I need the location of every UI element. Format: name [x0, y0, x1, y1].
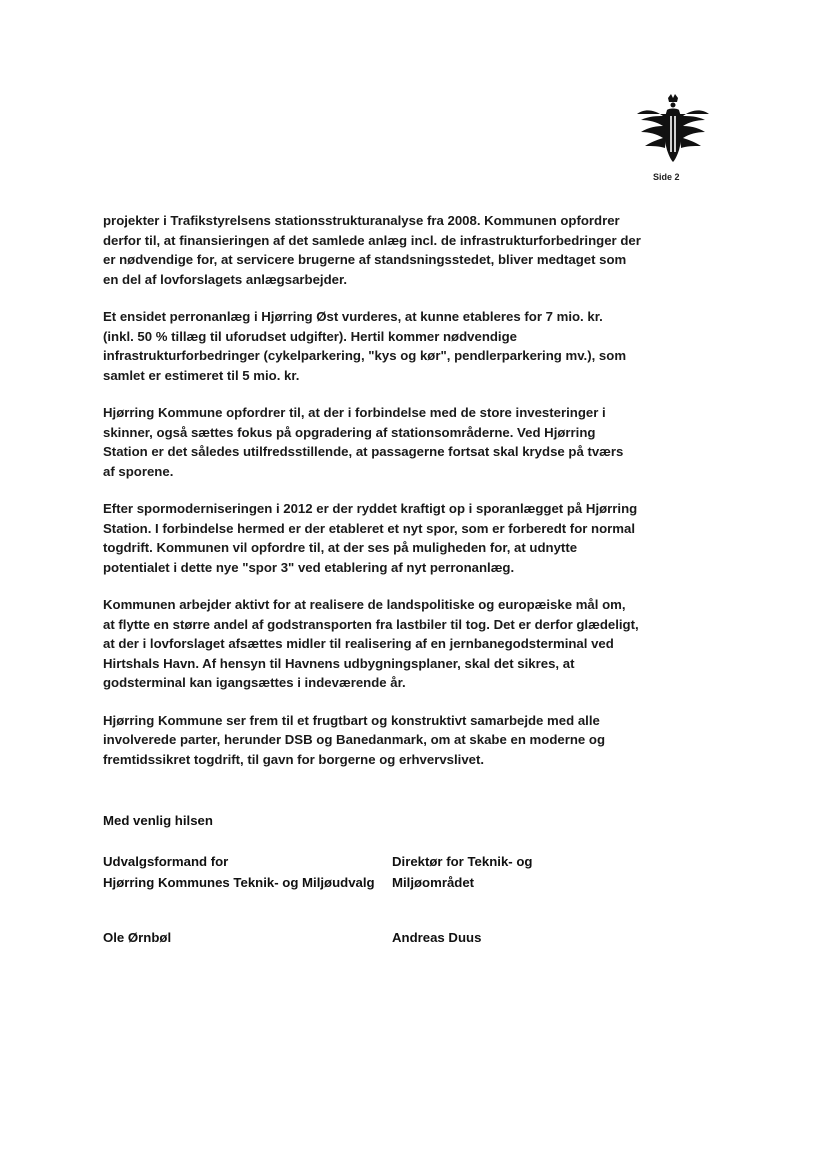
text-line: at flytte en større andel af godstransporten fra lastbiler til tog. Det er derfor glædeligt,	[103, 616, 639, 632]
text-line: Kommunen arbejder aktivt for at realisere de landspolitiske og europæiske mål om,	[103, 597, 626, 612]
text-line: af sporene.	[103, 463, 174, 479]
text-line: involverede parter, herunder DSB og Banedanmark, om at skabe en moderne og	[103, 732, 606, 747]
hjorring-coat-of-arms-icon	[633, 92, 713, 164]
text-line: (inkl. 50 % tillæg til uforudset udgifter). Hertil kommer nødvendige	[103, 328, 517, 344]
text-line: samlet er estimeret til 5 mio. kr.	[103, 367, 300, 383]
text-line: er nødvendige for, at servicere brugerne af standsningsstedet, bliver medtaget som	[103, 252, 627, 267]
signatory-left-name: Ole Ørnbøl	[103, 930, 172, 945]
paragraph	[103, 211, 653, 289]
paragraph	[103, 595, 653, 693]
paragraph	[103, 307, 653, 385]
signatory-title-line: Miljøområdet	[392, 875, 475, 890]
signatory-title-line: Hjørring Kommunes Teknik- og Miljøudvalg	[103, 875, 375, 890]
text-line: infrastrukturforbedringer (cykelparkering, "kys og kør", pendlerparkering mv.), som	[103, 348, 627, 363]
text-line: godsterminal kan igangsættes i indeværende år.	[103, 675, 406, 690]
text-line: fremtidssikret togdrift, til gavn for borgerne og erhvervslivet.	[103, 751, 485, 767]
page-number: Side 2	[653, 172, 680, 182]
signatory-title-line: Udvalgsformand for	[103, 854, 229, 869]
text-line: Hjørring Kommune opfordrer til, at der i forbindelse med de store investeringer i	[103, 405, 606, 420]
signatory-right-name: Andreas Duus	[392, 930, 482, 945]
signatory-left-title	[103, 851, 375, 893]
paragraph	[103, 711, 653, 770]
text-line: Station. I forbindelse hermed er der etableret et nyt spor, som er forberedt for normal	[103, 520, 636, 536]
text-line: en del af lovforslagets anlægsarbejder.	[103, 271, 348, 287]
text-line: Et ensidet perronanlæg i Hjørring Øst vurderes, at kunne etableres for 7 mio. kr.	[103, 309, 603, 324]
paragraph	[103, 403, 653, 481]
text-line: derfor til, at finansieringen af det samlede anlæg incl. de infrastrukturforbedringer der	[103, 232, 641, 248]
text-line: togdrift. Kommunen vil opfordre til, at der ses på muligheden for, at udnytte	[103, 540, 578, 555]
signatory-title-line: Direktør for Teknik- og	[392, 854, 533, 869]
text-line: skinner, også sættes fokus på opgradering af stationsområderne. Ved Hjørring	[103, 424, 596, 440]
text-line: Station er det således utilfredsstillende, at passagerne fortsat skal krydse på tværs	[103, 444, 624, 459]
text-line: Hirtshals Havn. Af hensyn til Havnens udbygningsplaner, skal det sikres, at	[103, 655, 575, 671]
signatory-right-title	[392, 851, 532, 893]
text-line: potentialet i dette nye "spor 3" ved etablering af nyt perronanlæg.	[103, 559, 515, 575]
text-line: Efter spormoderniseringen i 2012 er der ryddet kraftigt op i sporanlægget på Hjørring	[103, 501, 638, 516]
text-line: at der i lovforslaget afsættes midler til realisering af en jernbanegodsterminal ved	[103, 636, 614, 651]
text-line: Hjørring Kommune ser frem til et frugtbart og konstruktivt samarbejde med alle	[103, 712, 600, 728]
paragraph	[103, 499, 653, 577]
letter-body	[103, 211, 653, 787]
text-line: projekter i Trafikstyrelsens stationsstrukturanalyse fra 2008. Kommunen opfordrer	[103, 213, 620, 228]
closing-greeting: Med venlig hilsen	[103, 813, 213, 828]
